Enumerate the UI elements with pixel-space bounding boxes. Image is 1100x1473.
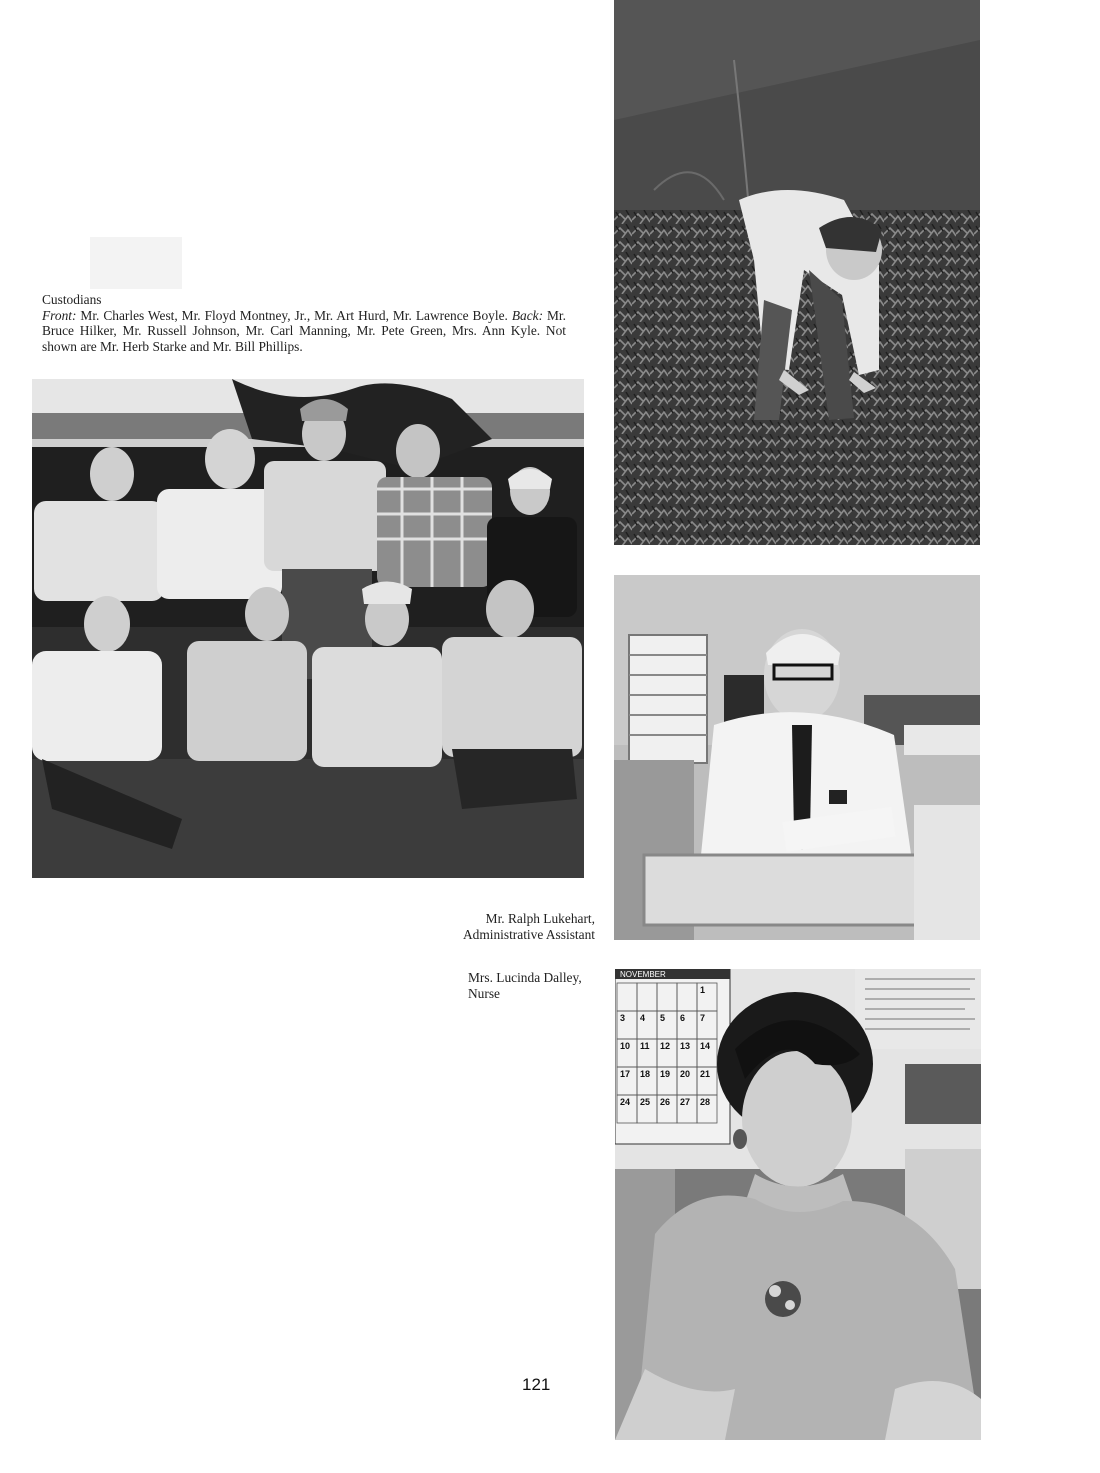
calendar-day: 4: [640, 1013, 646, 1023]
calendar-day: 11: [640, 1041, 650, 1051]
back-names: Mr. Bruce Hilker, Mr. Russell Johnson, Mr. Carl Manning, Mr. Pete Green, Mrs. Ann Kyle. Not shown are Mr. Herb Starke and Mr. Bill Phillips.: [42, 307, 566, 354]
front-label: Front:: [42, 307, 77, 323]
calendar-day: 18: [640, 1069, 651, 1079]
calendar-day: 25: [640, 1097, 651, 1107]
calendar-day: 24: [620, 1097, 631, 1107]
calendar-day: 21: [700, 1069, 711, 1079]
admin-caption: [375, 911, 595, 942]
calendar-day: 1: [700, 985, 706, 995]
calendar-day: 14: [700, 1041, 711, 1051]
photo-custodians-group: [32, 379, 584, 878]
calendar-day: 17: [620, 1069, 631, 1079]
calendar-day: 27: [680, 1097, 691, 1107]
photo-admin-assistant: [614, 575, 980, 940]
calendar-day: 19: [660, 1069, 671, 1079]
photo-nurse: [615, 969, 981, 1440]
nurse-caption: [468, 970, 688, 1001]
calendar-day: 13: [680, 1041, 691, 1051]
back-label: Back:: [511, 307, 544, 323]
photo-gardener: [614, 0, 980, 545]
calendar-month: NOVEMBER: [620, 970, 666, 979]
calendar-day: 6: [680, 1013, 686, 1023]
admin-title: Administrative Assistant: [462, 926, 595, 942]
calendar-day: 26: [660, 1097, 671, 1107]
nurse-title: Nurse: [468, 985, 500, 1001]
custodians-heading: Custodians: [42, 292, 102, 307]
calendar-day: 10: [620, 1041, 631, 1051]
calendar-day: 20: [680, 1069, 691, 1079]
calendar-day: 7: [700, 1013, 706, 1023]
faint-block: [90, 237, 182, 289]
calendar-day: 5: [660, 1013, 666, 1023]
page-number: 121: [522, 1375, 551, 1394]
custodians-caption: [42, 292, 566, 354]
front-names: Mr. Charles West, Mr. Floyd Montney, Jr., Mr. Art Hurd, Mr. Lawrence Boyle.: [76, 307, 508, 323]
calendar-day: 12: [660, 1041, 671, 1051]
nurse-name: Mrs. Lucinda Dalley,: [468, 970, 582, 985]
calendar-day: 28: [700, 1097, 711, 1107]
calendar-day: 3: [620, 1013, 626, 1023]
admin-name: Mr. Ralph Lukehart,: [485, 911, 595, 926]
